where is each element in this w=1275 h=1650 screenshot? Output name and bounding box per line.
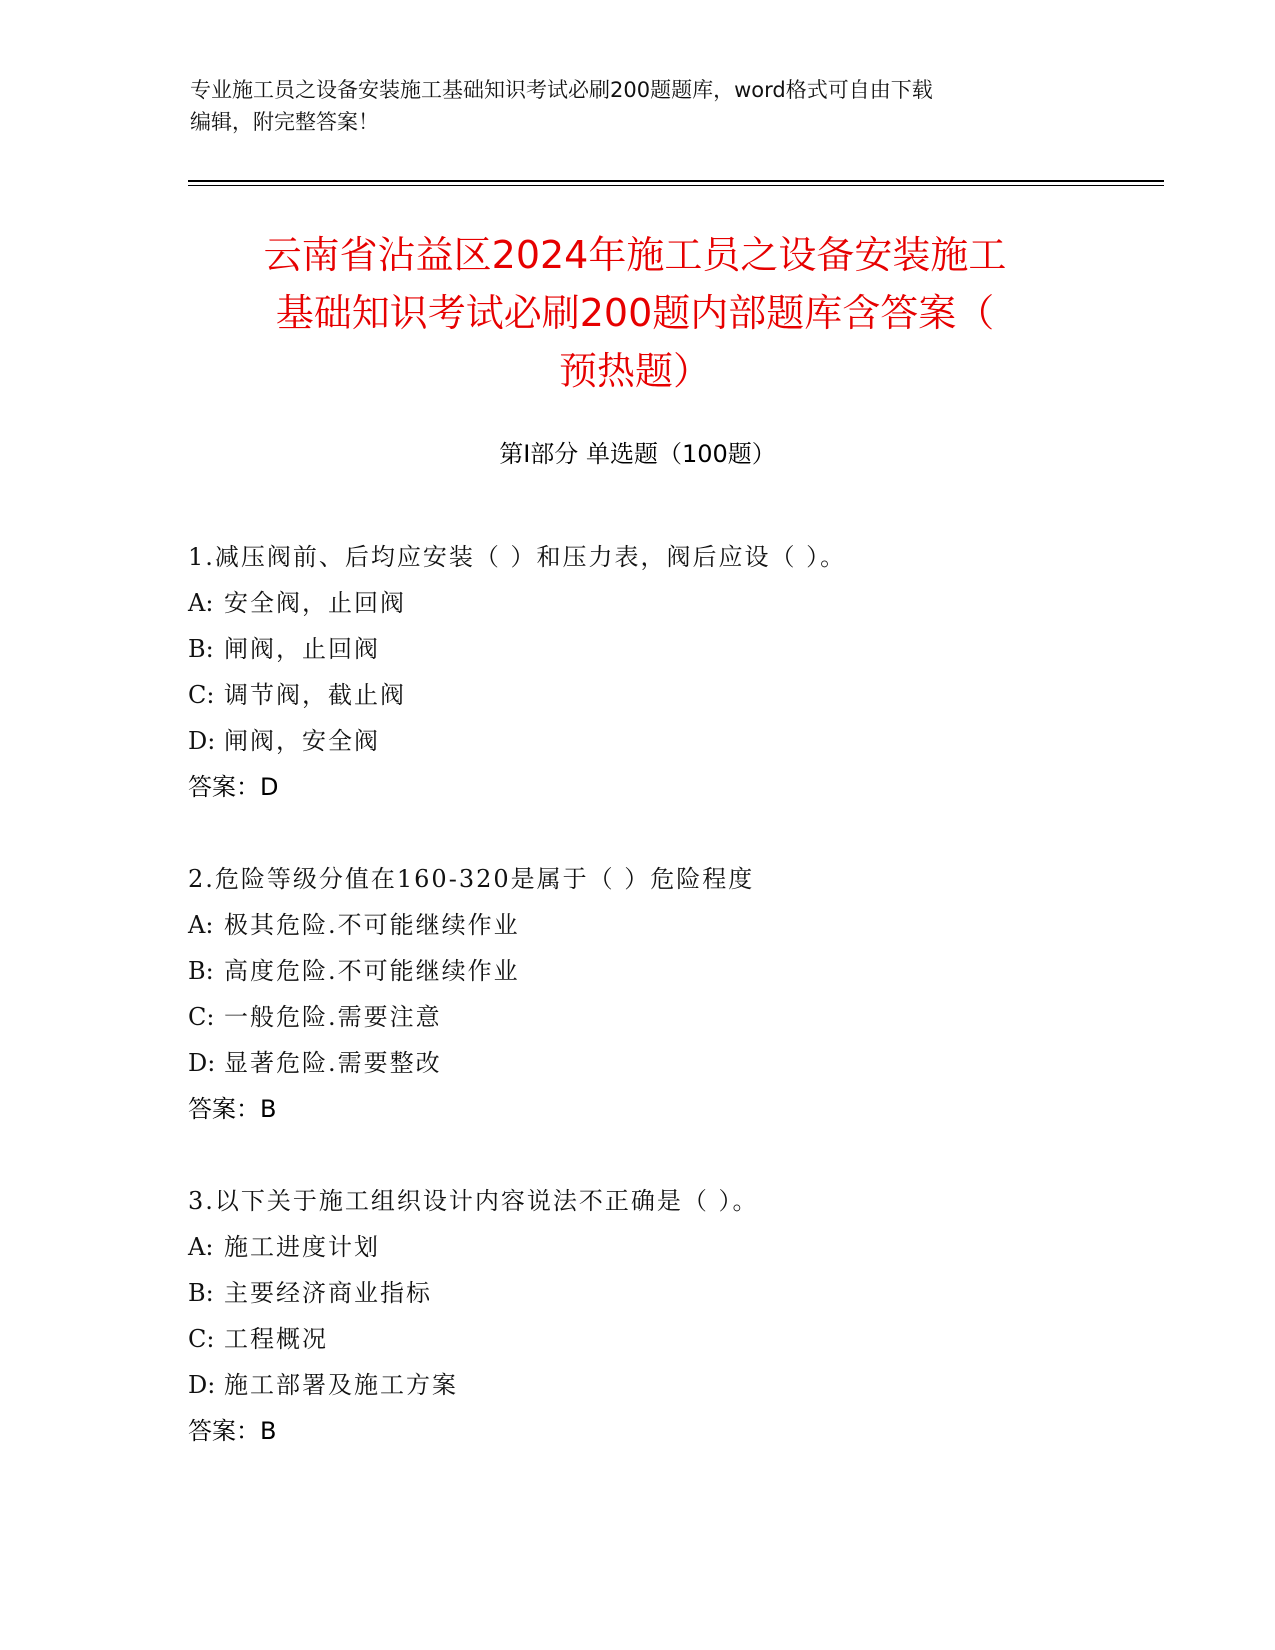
option-c	[188, 994, 1188, 1040]
option-a	[188, 902, 1188, 948]
document-title	[150, 226, 1120, 400]
option-key: B:	[188, 1279, 214, 1307]
option-text: 一般危险.需要注意	[224, 1003, 442, 1031]
header-note	[190, 74, 1090, 138]
option-b	[188, 1270, 1188, 1316]
answer: 答案：B	[188, 1417, 277, 1445]
document-title-line-3: 预热题）	[558, 349, 711, 393]
document-title-line-1: 云南省沾益区2024年施工员之设备安装施工	[263, 233, 1007, 277]
option-key: D:	[188, 727, 216, 755]
option-text: 显著危险.需要整改	[224, 1049, 442, 1077]
question-stem: 3.以下关于施工组织设计内容说法不正确是（ ）。	[188, 1187, 759, 1215]
option-text: 施工部署及施工方案	[224, 1371, 458, 1399]
option-key: D:	[188, 1371, 216, 1399]
option-key: A:	[188, 589, 214, 617]
document-title-line-2: 基础知识考试必刷200题内部题库含答案（	[275, 291, 995, 335]
option-key: C:	[188, 1003, 215, 1031]
option-a	[188, 580, 1188, 626]
header-note-line-1: 专业施工员之设备安装施工基础知识考试必刷200题题库，word格式可自由下载	[190, 78, 933, 102]
option-key: B:	[188, 957, 214, 985]
option-d	[188, 1040, 1188, 1086]
option-text: 闸阀，止回阀	[224, 635, 380, 663]
option-a	[188, 1224, 1188, 1270]
option-key: A:	[188, 911, 214, 939]
question-3	[188, 1178, 1188, 1454]
answer: 答案：B	[188, 1095, 277, 1123]
option-b	[188, 948, 1188, 994]
option-d	[188, 1362, 1188, 1408]
option-d	[188, 718, 1188, 764]
option-text: 主要经济商业指标	[224, 1279, 432, 1307]
option-text: 工程概况	[224, 1325, 328, 1353]
option-text: 闸阀，安全阀	[224, 727, 380, 755]
header-divider-thick	[188, 180, 1164, 182]
option-b	[188, 626, 1188, 672]
option-c	[188, 672, 1188, 718]
header-note-line-2: 编辑，附完整答案！	[190, 110, 379, 134]
option-key: B:	[188, 635, 214, 663]
question-1	[188, 534, 1188, 810]
option-text: 施工进度计划	[224, 1233, 380, 1261]
option-key: D:	[188, 1049, 216, 1077]
option-text: 安全阀，止回阀	[224, 589, 406, 617]
answer: 答案：D	[188, 773, 279, 801]
option-key: C:	[188, 1325, 215, 1353]
question-2	[188, 856, 1188, 1132]
question-stem: 1.减压阀前、后均应安装（ ）和压力表，阀后应设（ ）。	[188, 543, 847, 571]
option-key: A:	[188, 1233, 214, 1261]
option-text: 高度危险.不可能继续作业	[224, 957, 520, 985]
option-text: 调节阀，截止阀	[224, 681, 406, 709]
section-heading: 第Ⅰ部分 单选题（100题）	[499, 440, 776, 468]
option-key: C:	[188, 681, 215, 709]
question-stem: 2.危险等级分值在160-320是属于（ ）危险程度	[188, 865, 755, 893]
option-c	[188, 1316, 1188, 1362]
header-divider-thin	[188, 185, 1164, 186]
option-text: 极其危险.不可能继续作业	[224, 911, 520, 939]
